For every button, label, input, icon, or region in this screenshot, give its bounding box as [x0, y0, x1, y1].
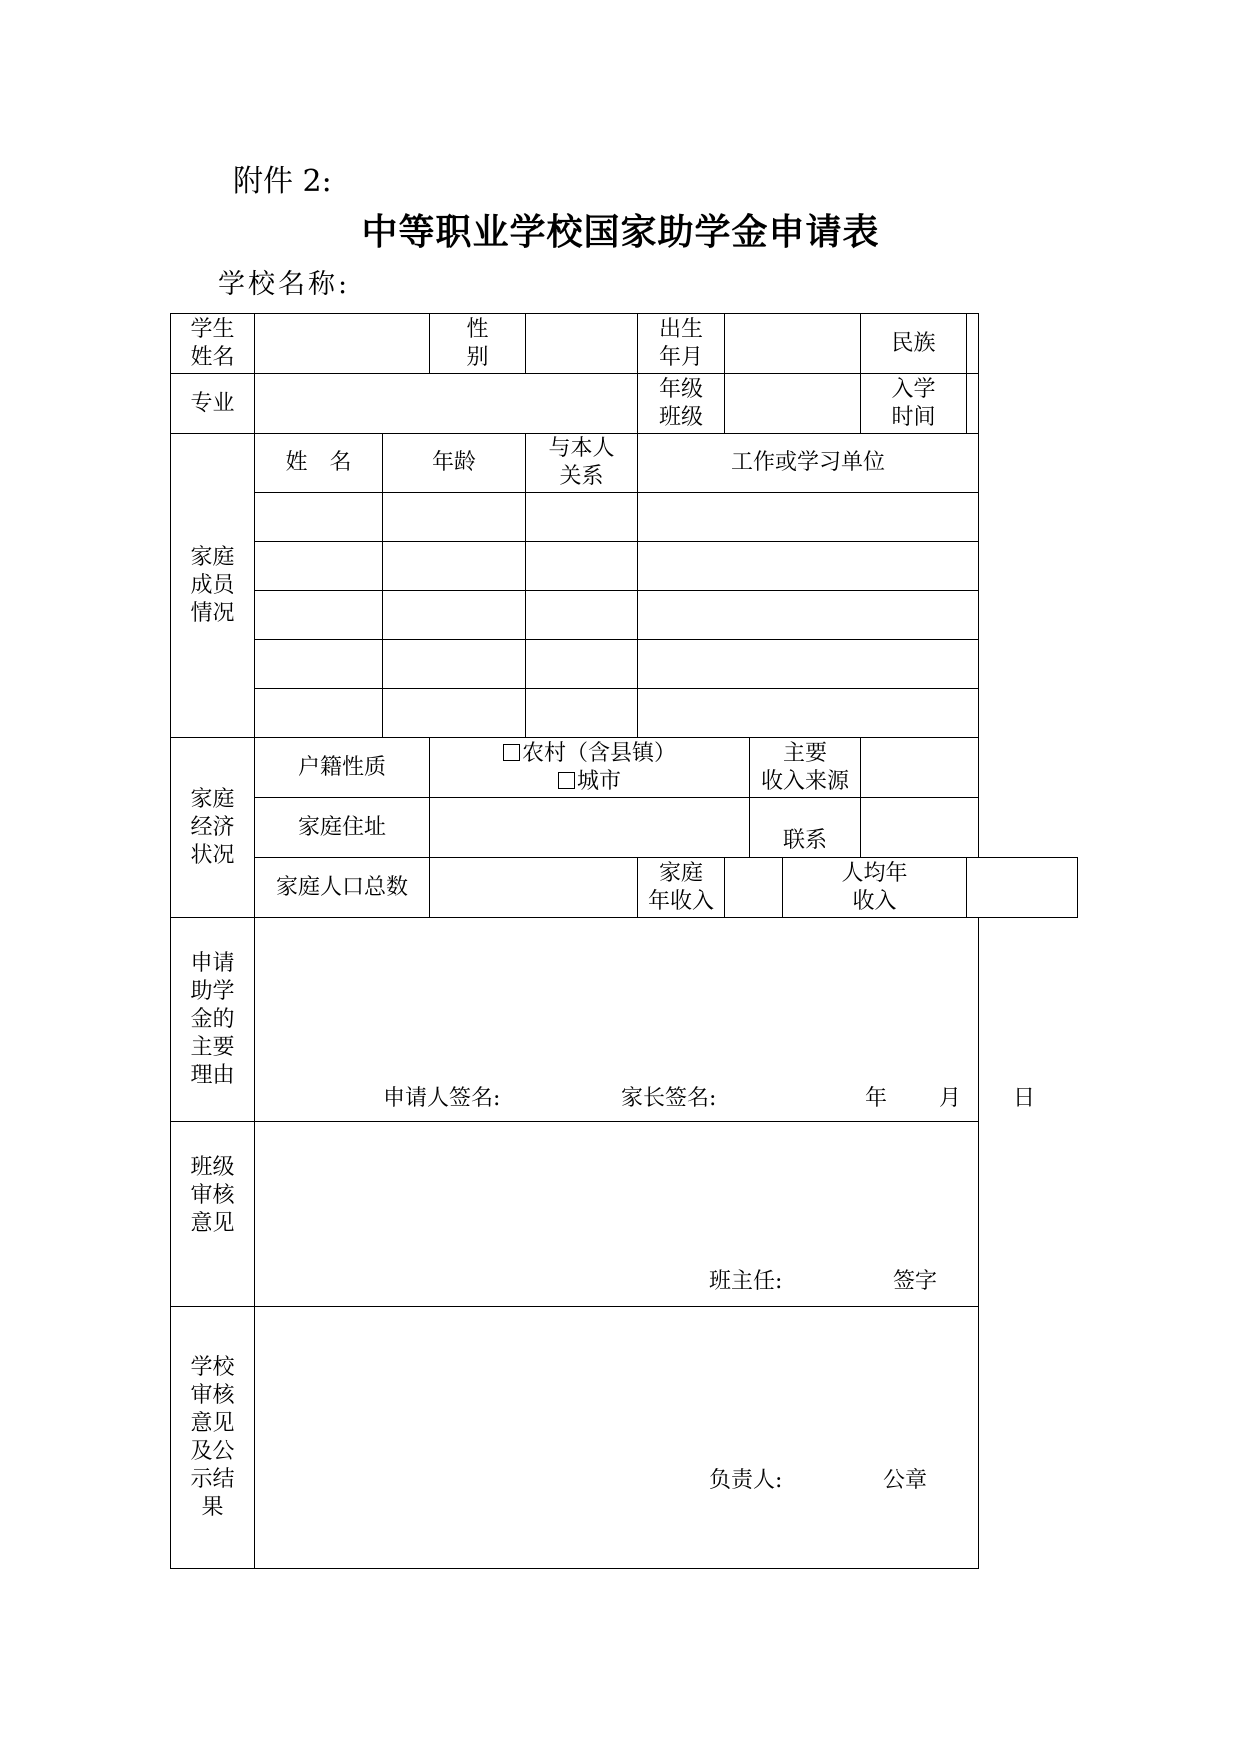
enroll-time-field[interactable]	[967, 374, 979, 434]
economy-section-label: 家庭 经济 状况	[171, 738, 255, 918]
family-relation-cell[interactable]	[526, 689, 638, 738]
birth-field[interactable]	[725, 314, 861, 374]
checkbox-icon[interactable]	[503, 744, 520, 761]
parent-sign-label: 家长签名:	[621, 1086, 717, 1111]
school-review-field[interactable]	[255, 1307, 979, 1569]
major-label: 专业	[171, 374, 255, 434]
contact-label: 联系	[750, 798, 861, 858]
row-basic-2	[171, 374, 1078, 434]
family-age-cell[interactable]	[383, 591, 526, 640]
class-review-field[interactable]	[255, 1122, 979, 1307]
family-age-cell[interactable]	[383, 542, 526, 591]
application-form-table	[170, 313, 1078, 1569]
birth-label: 出生 年月	[638, 314, 725, 374]
family-name-cell[interactable]	[255, 689, 383, 738]
class-teacher-label: 班主任:	[709, 1269, 783, 1294]
family-row	[171, 591, 1078, 640]
family-name-cell[interactable]	[255, 640, 383, 689]
major-field[interactable]	[255, 374, 638, 434]
population-label: 家庭人口总数	[255, 858, 430, 918]
economy-row-2	[171, 798, 1078, 858]
attachment-label: 附件 2:	[233, 164, 332, 199]
annual-income-field[interactable]	[725, 858, 783, 918]
annual-income-label: 家庭 年收入	[638, 858, 725, 918]
date-month-label: 月	[939, 1086, 962, 1111]
school-review-row	[171, 1307, 1078, 1569]
date-day-label: 日	[1013, 1086, 1036, 1111]
family-age-cell[interactable]	[383, 689, 526, 738]
family-work-cell[interactable]	[638, 493, 979, 542]
enroll-time-label: 入学 时间	[861, 374, 967, 434]
hukou-label: 户籍性质	[255, 738, 430, 798]
grade-class-label: 年级 班级	[638, 374, 725, 434]
family-relation-cell[interactable]	[526, 591, 638, 640]
reason-section-label: 申请 助学 金的 主要 理由	[171, 918, 255, 1122]
main-income-field[interactable]	[861, 738, 979, 798]
row-basic-1	[171, 314, 1078, 374]
family-col-name: 姓 名	[255, 434, 383, 493]
hukou-options	[430, 738, 750, 798]
family-row	[171, 689, 1078, 738]
family-row	[171, 640, 1078, 689]
family-row	[171, 542, 1078, 591]
population-field[interactable]	[430, 858, 638, 918]
gender-field[interactable]	[526, 314, 638, 374]
family-relation-cell[interactable]	[526, 542, 638, 591]
family-work-cell[interactable]	[638, 640, 979, 689]
class-review-row	[171, 1122, 1078, 1307]
family-work-cell[interactable]	[638, 542, 979, 591]
family-header-row	[171, 434, 1078, 493]
student-name-label: 学生 姓名	[171, 314, 255, 374]
family-age-cell[interactable]	[383, 493, 526, 542]
gender-label: 性 别	[430, 314, 526, 374]
reason-field[interactable]	[255, 918, 1036, 1122]
family-name-cell[interactable]	[255, 493, 383, 542]
checkbox-icon[interactable]	[558, 772, 575, 789]
school-review-section-label: 学校 审核 意见 及公 示结 果	[171, 1307, 255, 1569]
family-col-relation: 与本人 关系	[526, 434, 638, 493]
class-signature-label: 签字	[893, 1269, 938, 1294]
contact-field[interactable]	[861, 798, 979, 858]
family-name-cell[interactable]	[255, 542, 383, 591]
family-relation-cell[interactable]	[526, 493, 638, 542]
family-work-cell[interactable]	[638, 689, 979, 738]
family-col-work: 工作或学习单位	[638, 434, 979, 493]
family-name-cell[interactable]	[255, 591, 383, 640]
economy-row-3	[171, 858, 1078, 918]
per-capita-field[interactable]	[967, 858, 1078, 918]
family-age-cell[interactable]	[383, 640, 526, 689]
family-members-section-label: 家庭 成员 情况	[171, 434, 255, 738]
option-rural[interactable]: 农村（含县镇）	[430, 740, 749, 768]
main-income-label: 主要 收入来源	[750, 738, 861, 798]
form-title: 中等职业学校国家助学金申请表	[361, 211, 880, 253]
address-label: 家庭住址	[255, 798, 430, 858]
address-field[interactable]	[430, 798, 750, 858]
student-name-field[interactable]	[255, 314, 430, 374]
family-work-cell[interactable]	[638, 591, 979, 640]
family-row	[171, 493, 1078, 542]
per-capita-label: 人均年 收入	[783, 858, 967, 918]
option-city[interactable]: 城市	[430, 768, 749, 796]
family-relation-cell[interactable]	[526, 640, 638, 689]
reason-row	[171, 918, 1078, 1122]
responsible-person-label: 负责人:	[709, 1468, 783, 1493]
date-year-label: 年	[865, 1086, 888, 1111]
school-name-label: 学校名称:	[218, 269, 351, 300]
class-review-section-label: 班级 审核 意见	[171, 1122, 255, 1307]
ethnicity-field[interactable]	[967, 314, 979, 374]
grade-class-field[interactable]	[725, 374, 861, 434]
economy-row-1	[171, 738, 1078, 798]
family-col-age: 年龄	[383, 434, 526, 493]
ethnicity-label: 民族	[861, 314, 967, 374]
seal-label: 公章	[883, 1468, 928, 1493]
applicant-sign-label: 申请人签名:	[383, 1086, 501, 1111]
